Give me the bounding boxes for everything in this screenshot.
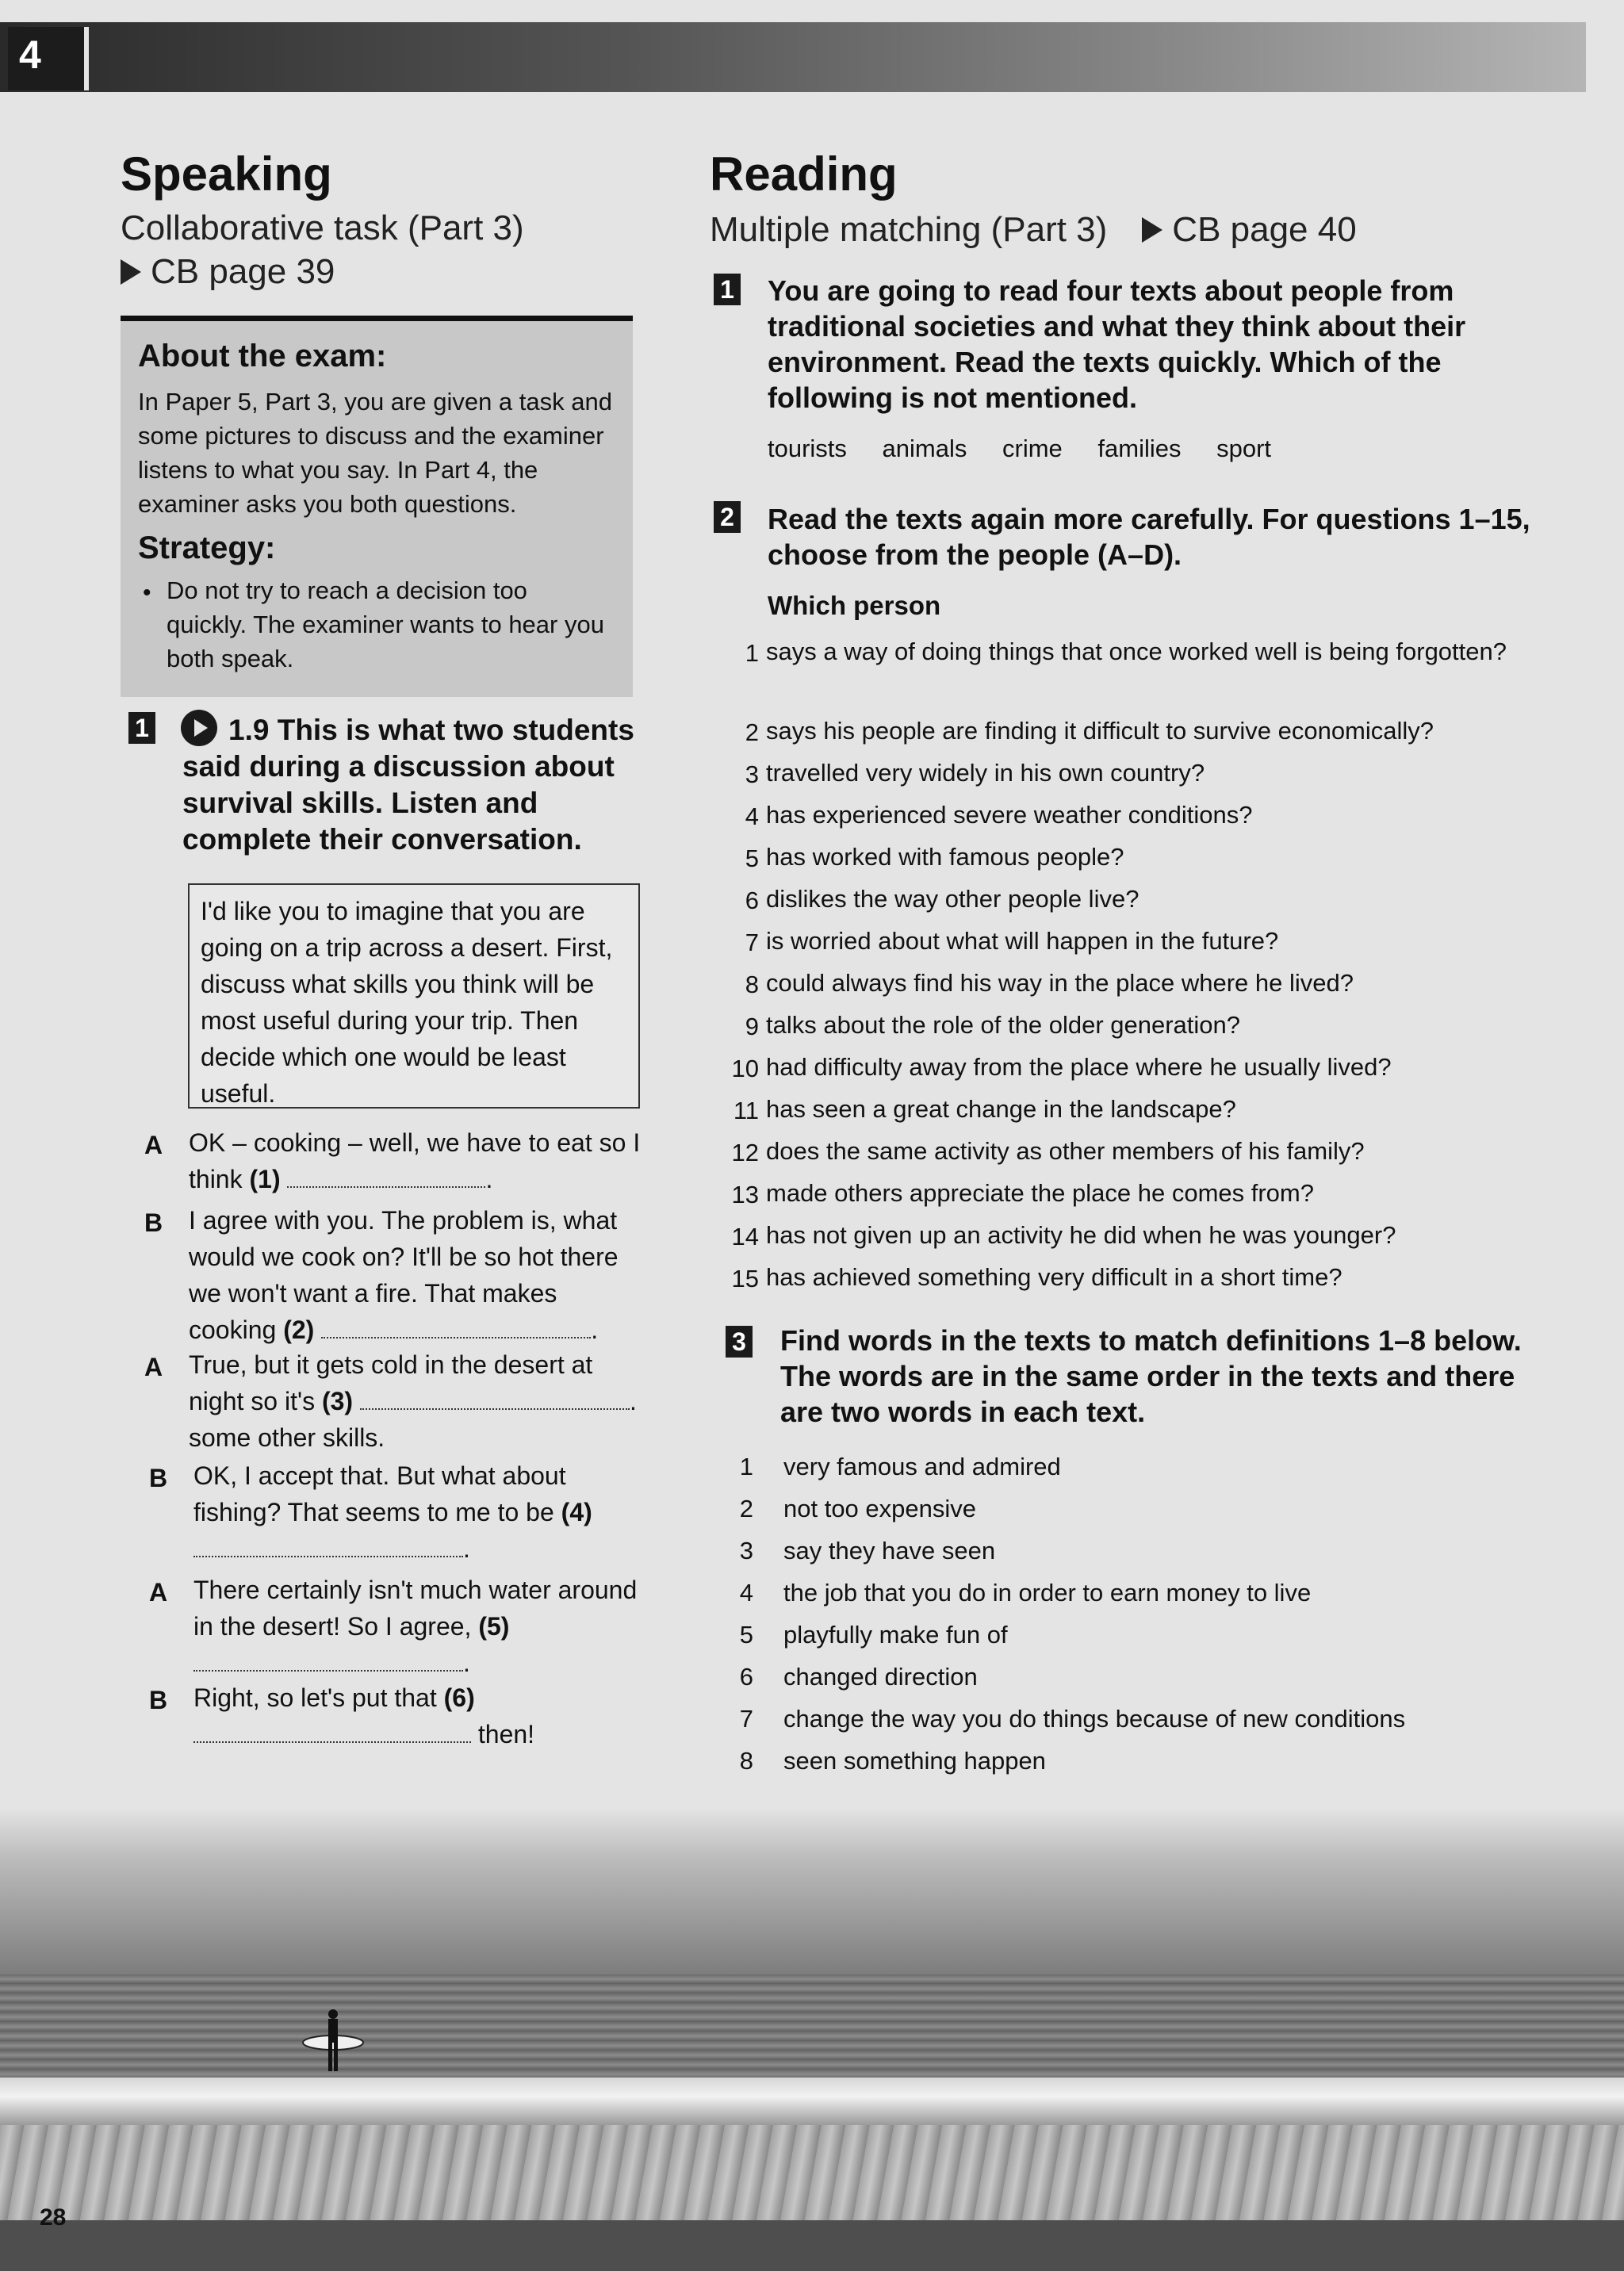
reading-task-3-number: 3 [726,1326,753,1358]
definition-text: say they have seen [783,1537,996,1564]
speaking-title: Speaking [121,147,332,201]
question-number: 13 [731,1181,759,1208]
answer-gap-5[interactable] [193,1649,463,1672]
question-text: has achieved something very difficult in a short time? [766,1263,1342,1291]
question-number: 4 [745,802,759,830]
which-person-label: Which person [768,591,941,620]
dialogue-line: OK, I accept that. But what about fishing? That seems to me to be (4) . [193,1461,592,1563]
word-item: crime [1002,435,1063,462]
question-number: 2 [745,718,759,746]
definition-number: 1 [739,1453,753,1480]
question-text: could always find his way in the place where he lived? [766,969,1354,997]
answer-gap-3[interactable] [360,1388,630,1410]
speaking-task-1-instruction: 1.9 This is what two students said during a discussion about survival skills. Listen and complete their conversation. [182,714,634,856]
word-item: families [1097,435,1182,462]
question-number: 7 [745,929,759,956]
surfer-figure [301,2006,365,2078]
definition-text: seen something happen [783,1747,1046,1775]
task-card [188,883,640,1109]
definition-text: changed direction [783,1663,978,1691]
definition-number: 3 [739,1537,753,1564]
dialogue-line: Right, so let's put that (6) then! [193,1683,535,1748]
question-text: has seen a great change in the landscape? [766,1095,1236,1123]
question-text: travelled very widely in his own country? [766,759,1205,787]
word-item: animals [882,435,967,462]
definition-text: very famous and admired [783,1453,1061,1480]
reading-task-1-number: 1 [714,274,741,305]
question-number: 9 [745,1013,759,1040]
dialogue-speaker: B [149,1464,168,1492]
dialogue-line: There certainly isn't much water around in the desert! So I agree, (5) . [193,1576,638,1677]
question-number: 1 [745,639,759,667]
reading-cb-reference: CB page 40 [1172,210,1357,249]
unit-number: 4 [19,33,41,77]
arrow-right-icon [1142,217,1162,243]
about-the-exam-box [121,316,633,697]
speaking-task-1-number: 1 [128,712,155,744]
dialogue-line: OK – cooking – well, we have to eat so I think (1) . [189,1128,641,1193]
word-item: tourists [768,435,847,462]
dialogue-speaker: A [144,1131,163,1159]
definition-text: playfully make fun of [783,1621,1008,1649]
answer-gap-6[interactable] [193,1721,471,1743]
question-text: made others appreciate the place he comes from? [766,1179,1314,1207]
reading-subtitle-row [710,210,1357,250]
track-number: 1.9 [228,714,270,746]
definition-number: 5 [739,1621,753,1649]
question-number: 10 [731,1055,759,1082]
dialogue-line: I agree with you. The problem is, what would we cook on? It'll be so hot there we won't want a fire. That makes cooking (2) . [189,1206,619,1344]
question-text: has worked with famous people? [766,843,1124,871]
question-text: had difficulty away from the place where he usually lived? [766,1053,1392,1081]
speaking-subtitle: Collaborative task (Part 3) [121,209,524,247]
reading-task-1-instruction: You are going to read four texts about people from traditional societies and what they think about their environment. Read the texts quickly. Which of the following is not mentioned. [768,274,1466,414]
top-banner [0,22,1586,92]
definition-number: 2 [739,1495,753,1522]
reading-task-2-instruction: Read the texts again more carefully. For questions 1–15, choose from the people (A–D). [768,503,1530,571]
answer-gap-1[interactable] [287,1166,485,1188]
question-number: 3 [745,760,759,788]
word-item: sport [1216,435,1272,462]
dialogue-speaker: B [149,1686,168,1714]
question-text: says his people are finding it difficult to survive economically? [766,717,1434,745]
definition-text: the job that you do in order to earn money to live [783,1579,1312,1607]
dialogue-line: True, but it gets cold in the desert at night so it's (3) . some other skills. [189,1350,637,1452]
page-number: 28 [40,2204,67,2231]
question-text: is worried about what will happen in the future? [766,927,1279,955]
question-number: 6 [745,887,759,914]
word-list [768,435,1295,463]
question-number: 5 [745,844,759,872]
question-number: 11 [733,1097,759,1124]
definition-number: 4 [739,1579,753,1607]
answer-gap-4[interactable] [193,1535,463,1557]
question-number: 8 [745,971,759,998]
definition-number: 7 [739,1705,753,1733]
beach-photo [0,1808,1624,2271]
strategy-bullet: • [143,580,151,606]
question-text: says a way of doing things that once worked well is being forgotten? [766,638,1507,665]
dialogue-speaker: B [144,1208,163,1237]
definition-text: change the way you do things because of new conditions [783,1705,1406,1733]
definition-number: 6 [739,1663,753,1691]
question-text: talks about the role of the older generation? [766,1011,1241,1039]
question-text: dislikes the way other people live? [766,885,1139,913]
strategy-text: Do not try to reach a decision too quickly. The examiner wants to hear you both speak. [167,576,604,672]
question-text: does the same activity as other members of his family? [766,1137,1365,1165]
about-heading: About the exam: [138,339,387,373]
answer-gap-2[interactable] [321,1316,591,1338]
definition-number: 8 [739,1747,753,1775]
reading-task-2-number: 2 [714,501,741,533]
strategy-heading: Strategy: [138,530,276,565]
task-card-text: I'd like you to imagine that you are going on a trip across a desert. First, discuss what skills you think will be most useful during your trip. Then decide which one would be least useful. [201,897,613,1108]
question-number: 14 [731,1223,759,1250]
reading-title: Reading [710,147,898,201]
definition-text: not too expensive [783,1495,977,1522]
dialogue-speaker: A [149,1578,168,1607]
reading-subtitle: Multiple matching (Part 3) [710,210,1108,249]
arrow-right-icon [121,259,141,285]
question-text: has experienced severe weather conditions? [766,801,1253,829]
dialogue-speaker: A [144,1353,163,1381]
speaking-cb-reference: CB page 39 [121,252,335,292]
about-text: In Paper 5, Part 3, you are given a task and some pictures to discuss and the examiner listens to what you say. In Part 4, the examiner asks you both questions. [138,388,612,518]
question-number: 15 [731,1265,759,1293]
question-number: 12 [731,1139,759,1166]
question-text: has not given up an activity he did when he was younger? [766,1221,1396,1249]
reading-task-3-instruction: Find words in the texts to match definitions 1–8 below. The words are in the same order in the texts and there are two words in each text. [780,1324,1522,1428]
